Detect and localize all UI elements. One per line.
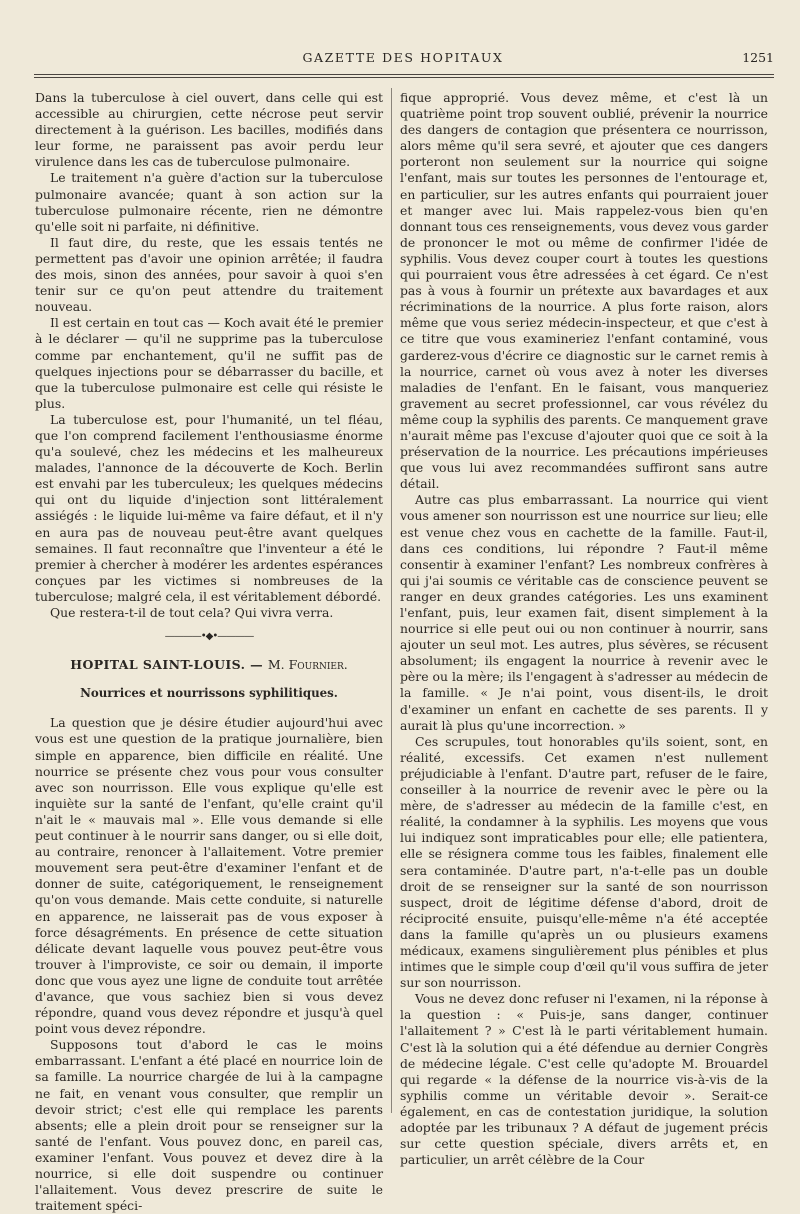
left-column bbox=[35, 90, 383, 1214]
paragraph: Il est certain en tout cas — Koch avait été le premier à le déclarer — qu'il ne supprime pas la tuberculose comme par enchantement, qu'il ne suffit pas de quelques injections pour se débarrasser du bacille, et que la tuberculose pulmonaire est celle qui résiste le plus. bbox=[35, 315, 383, 411]
column-divider bbox=[391, 88, 392, 1113]
journal-title: GAZETTE DES HOPITAUX bbox=[302, 50, 504, 65]
page-number: 1251 bbox=[742, 50, 774, 65]
paragraph: Que restera-t-il de tout cela? Qui vivra verra. bbox=[50, 605, 334, 620]
paragraph: Supposons tout d'abord le cas le moins embarrassant. L'enfant a été placé en nourrice loin de sa famille. La nourrice chargée de lui à la campagne ne fait, en venant vous consulter, que remplir un devoir strict; c'est elle qui remplace les parents absents; elle a plein droit pour se renseigner sur la santé de l'enfant. Vous pouvez donc, en pareil cas, examiner l'enfant. Vous pouvez et devez dire à la nourrice, si elle doit suspendre ou continuer l'allaitement. Vous devez prescrire de suite le traitement spéci- bbox=[35, 1037, 383, 1214]
paragraph: Autre cas plus embarrassant. La nourrice qui vient vous amener son nourrisson est une nourrice sur lieu; elle est venue chez vous en cachette de la famille. Faut-il, dans ces conditions, lui répondre ? Faut-il même consentir à examiner l'enfant? Les nombreux confrères à qui j'ai soumis ce véritable cas de conscience peuvent se ranger en deux grandes catégories. Les uns examinent l'enfant, puis, leur examen fait, disent simplement à la nourrice si elle peut oui ou non continuer à nourrir, sans ajouter un seul mot. Les autres, plus sévères, se récusent absolument; ils engagent la nourrice à revenir avec le père ou la mère; ils l'engagent à s'adresser au médecin de la famille. « Je n'ai point, vous disent-ils, le droit d'examiner un enfant en cachette de ses parents. Il y aurait là plus qu'une incorrection. » bbox=[400, 492, 768, 733]
paragraph: La question que je désire étudier aujourd'hui avec vous est une question de la pratique journalière, bien simple en apparence, bien difficile en réalité. Une nourrice se présente chez vous pour vous consulter avec son nourrisson. Elle vous explique qu'elle est inquiète sur la santé de l'enfant, qu'elle craint qu'il n'ait le « mauvais mal ». Elle vous demande si elle peut continuer à le nourrir sans danger, ou si elle doit, au contraire, renoncer à l'allaitement. Votre premier mouvement sera peut-être d'examiner l'enfant et de donner de suite, catégoriquement, le renseignement qu'on vous demande. Mais cette conduite, si naturelle en apparence, ne laisserait pas de vous exposer à force désagréments. En présence de cette situation délicate devant laquelle vous pouvez peut-être vous trouver à l'improviste, ce soir ou demain, il importe donc que vous ayez une ligne de conduite tout arrêtée d'avance, que vous sachiez bien si vous devez répondre, quand vous devez répondre et jusqu'à quel point vous devez répondre. bbox=[35, 715, 383, 1037]
paragraph: Vous ne devez donc refuser ni l'examen, ni la réponse à la question : « Puis-je, sans danger, continuer l'allaitement ? » C'est là le parti véritablement humain. C'est là la solution qui a été défendue au dernier Congrès de médecine légale. C'est celle qu'adopte M. Brouardel qui regarde « la défense de la nourrice vis-à-vis de la syphilis comme un véritable devoir ». Serait-ce également, en cas de contestation juridique, la solution adoptée par les tribunaux ? A défaut de jugement précis sur cette question spéciale, divers arrêts et, en particulier, un arrêt célèbre de la Cour bbox=[400, 991, 768, 1168]
paragraph: fique approprié. Vous devez même, et c'est là un quatrième point trop souvent oublié, prévenir la nourrice des dangers de contagion que présentera ce nourrisson, alors même qu'il sera sevré, et ajouter que ces dangers porteront non seulement sur la nourrice qui soigne l'enfant, mais sur toutes les personnes de l'entourage et, en particulier, sur les autres enfants qui pourraient jouer et manger avec lui. Mais rappelez-vous bien qu'en donnant tous ces renseignements, vous devez vous garder de prononcer le mot ou même de confirmer l'idée de syphilis. Vous devez couper court à toutes les questions qui pourraient vous être adressées à cet égard. Ce n'est pas à vous à fournir un prétexte aux bavardages et aux récriminations de la nourrice. A plus forte raison, alors même que vous seriez médecin-inspecteur, et que c'est à ce titre que vous examineriez l'enfant contaminé, vous garderez-vous d'écrire ce diagnostic sur le carnet remis à la nourrice, carnet où vous avez à noter les diverses maladies de l'enfant. En le faisant, vous manqueriez gravement au secret professionnel, car vous révélez du même coup la syphilis des parents. Ce manquement grave n'aurait même pas l'excuse d'ajouter quoi que ce soit à la préservation de la nourrice. Les précautions impérieuses que vous lui avez recommandées suffiront sans autre détail. bbox=[400, 90, 768, 492]
paragraph: Ces scrupules, tout honorables qu'ils soient, sont, en réalité, excessifs. Cet examen n'est nullement préjudiciable à l'enfant. D'autre part, refuser de le faire, conseiller à la nourrice de revenir avec le père ou la mère, de s'adresser au médecin de la famille c'est, en réalité, la condamner à la syphilis. Les moyens que vous lui indiquez sont impraticables pour elle; elle patientera, elle se résignera comme tous les faibles, finalement elle sera contaminée. D'autre part, n'a-t-elle pas un double droit de se renseigner sur la santé de son nourrisson suspect, droit de légitime défense d'abord, droit de réciprocité ensuite, puisqu'elle-même n'a été acceptée dans la famille qu'après un ou plusieurs examens médicaux, examens singulièrement plus pénibles et plus intimes que le simple coup d'œil qu'il vous suffira de jeter sur son nourrisson. bbox=[400, 733, 768, 991]
header-rule-bottom bbox=[34, 77, 774, 78]
paragraph: Il faut dire, du reste, que les essais tentés ne permettent pas d'avoir une opinion arrêtée; il faudra des mois, sinon des années, pour savoir à quoi s'en tenir sur ce qu'on peut attendre du traitement nouveau. bbox=[35, 234, 383, 315]
author-name: M. Fournier. bbox=[267, 657, 348, 673]
hospital-name: HOPITAL SAINT-LOUIS. — bbox=[70, 657, 268, 673]
paragraph: Le traitement n'a guère d'action sur la tuberculose pulmonaire avancée; quant à son action sur la tuberculose pulmonaire récente, rien ne démontre qu'elle soit ni parfaite, ni définitive. bbox=[35, 170, 383, 234]
paragraph: La tuberculose est, pour l'humanité, un tel fléau, que l'on comprend facilement l'enthousiasme énorme qu'a soulevé, chez les médecins et les malheureux malades, l'annonce de la découverte de Koch. Berlin est envahi par les tuberculeux; les quelques médecins qui ont du liquide d'injection sont littéralement assiégés : le liquide lui-même va faire défaut, et il n'y en aura pas de nouveau peut-être avant quelques semaines. Il faut reconnaître que l'inventeur a été le premier à chercher à modérer les ardentes espérances conçues par les victimes si nombreuses de la tuberculose; malgré cela, il est véritablement débordé. bbox=[35, 411, 383, 604]
section-separator: ————•◆•———— bbox=[164, 631, 254, 643]
header-rule-top bbox=[34, 74, 774, 75]
article-subheading: Nourrices et nourrissons syphilitiques. bbox=[80, 686, 338, 701]
paragraph: Dans la tuberculose à ciel ouvert, dans celle qui est accessible au chirurgien, cette nécrose peut servir directement à la guérison. Les bacilles, modifiés dans leur forme, ne paraissent pas avoir perdu leur virulence dans les cas de tuberculose pulmonaire. bbox=[35, 90, 383, 170]
page-header bbox=[32, 50, 774, 72]
section-heading bbox=[35, 657, 383, 673]
right-column bbox=[400, 90, 768, 1168]
